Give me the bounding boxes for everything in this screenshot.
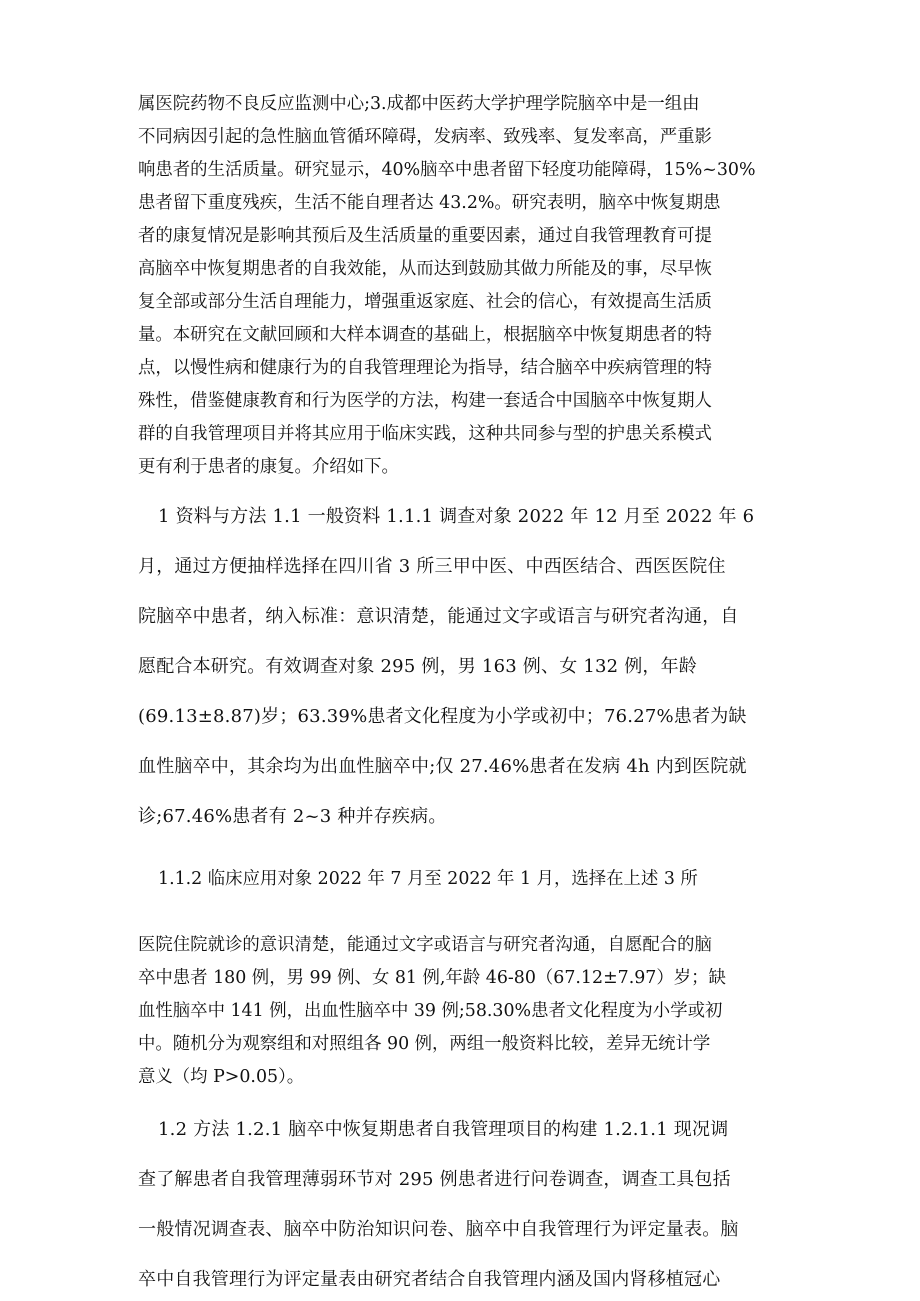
text-line: 殊性，借鉴健康教育和行为医学的方法，构建一套适合中国脑卒中恢复期人 xyxy=(138,391,712,411)
text-line: 中。随机分为观察组和对照组各 90 例，两组一般资料比较，差异无统计学 xyxy=(138,1034,711,1054)
text-line: 更有利于患者的康复。介绍如下。 xyxy=(138,457,399,477)
text-line: 月，通过方便抽样选择在四川省 3 所三甲中医、中西医结合、西医医院住 xyxy=(138,556,726,577)
text-line: 院脑卒中患者，纳入标准：意识清楚，能通过文字或语言与研究者沟通，自 xyxy=(138,606,739,627)
text-line: 1.1.2 临床应用对象 2022 年 7 月至 2022 年 1 月，选择在上述 3 所 xyxy=(158,869,698,889)
text-line: 意义（均 P>0.05）。 xyxy=(138,1067,305,1087)
text-line: 响患者的生活质量。研究显示，40%脑卒中患者留下轻度功能障碍，15%~30% xyxy=(138,160,756,180)
text-line: (69.13±8.87)岁；63.39%患者文化程度为小学或初中；76.27%患者为缺 xyxy=(138,706,747,727)
text-line: 愿配合本研究。有效调查对象 295 例，男 163 例、女 132 例，年龄 xyxy=(138,656,697,677)
text-line: 者的康复情况是影响其预后及生活质量的重要因素，通过自我管理教育可提 xyxy=(138,226,712,246)
text-line: 查了解患者自我管理薄弱环节对 295 例患者进行问卷调查，调查工具包括 xyxy=(138,1169,731,1190)
text-line: 高脑卒中恢复期患者的自我效能，从而达到鼓励其做力所能及的事，尽早恢 xyxy=(138,259,712,279)
text-line: 量。本研究在文献回顾和大样本调查的基础上，根据脑卒中恢复期患者的特 xyxy=(138,325,712,345)
text-line: 医院住院就诊的意识清楚，能通过文字或语言与研究者沟通，自愿配合的脑 xyxy=(138,935,712,955)
text-line: 血性脑卒中 141 例，出血性脑卒中 39 例;58.30%患者文化程度为小学或初 xyxy=(138,1001,723,1021)
text-line: 1 资料与方法 1.1 一般资料 1.1.1 调查对象 2022 年 12 月至 2022 年 6 xyxy=(158,506,755,527)
text-line: 卒中患者 180 例，男 99 例、女 81 例,年龄 46-80（67.12±7.97）岁；缺 xyxy=(138,968,726,988)
text-line: 群的自我管理项目并将其应用于临床实践，这种共同参与型的护患关系模式 xyxy=(138,424,712,444)
text-line: 患者留下重度残疾，生活不能自理者达 43.2%。研究表明，脑卒中恢复期患 xyxy=(138,193,721,213)
text-line: 复全部或部分生活自理能力，增强重返家庭、社会的信心，有效提高生活质 xyxy=(138,292,712,312)
text-line: 1.2 方法 1.2.1 脑卒中恢复期患者自我管理项目的构建 1.2.1.1 现况调 xyxy=(158,1119,729,1140)
text-line: 点，以慢性病和健康行为的自我管理理论为指导，结合脑卒中疾病管理的特 xyxy=(138,358,712,378)
text-line: 血性脑卒中，其余均为出血性脑卒中;仅 27.46%患者在发病 4h 内到医院就 xyxy=(138,756,747,777)
text-line: 诊;67.46%患者有 2~3 种并存疾病。 xyxy=(138,806,447,827)
text-line: 卒中自我管理行为评定量表由研究者结合自我管理内涵及国内肾移植冠心 xyxy=(138,1269,721,1290)
text-line: 属医院药物不良反应监测中心;3.成都中医药大学护理学院脑卒中是一组由 xyxy=(138,94,700,114)
text-line: 不同病因引起的急性脑血管循环障碍，发病率、致残率、复发率高，严重影 xyxy=(138,127,712,147)
text-line: 一般情况调查表、脑卒中防治知识问卷、脑卒中自我管理行为评定量表。脑 xyxy=(138,1219,739,1240)
